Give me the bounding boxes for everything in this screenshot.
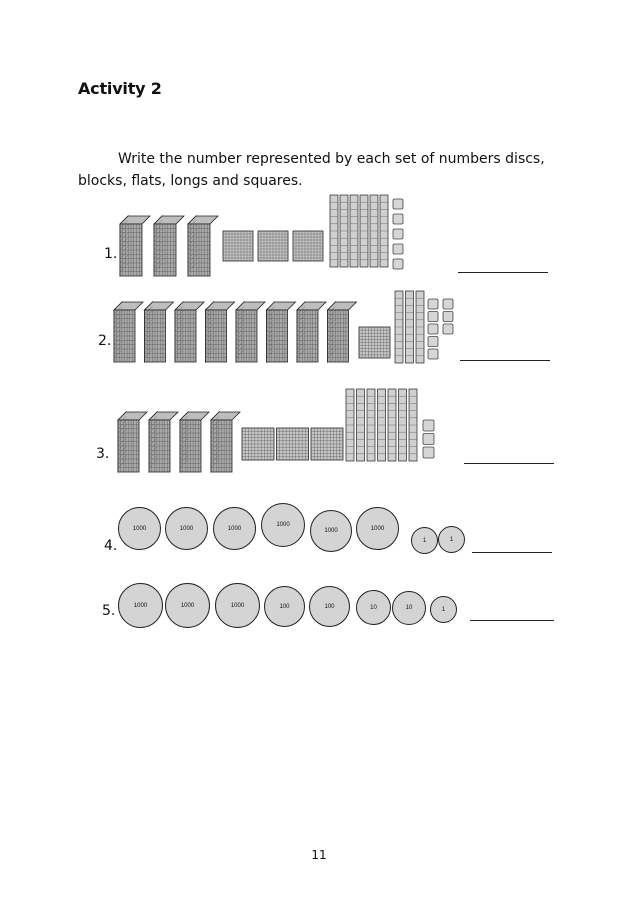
item-3-ten-long: [367, 389, 375, 461]
item-4-number: 4.: [104, 538, 118, 554]
item-2-one-square: [428, 312, 438, 322]
item-3-one-square: [423, 434, 434, 445]
item-1-one-square: [393, 214, 403, 224]
item-3-hundred-flat: [311, 428, 343, 460]
item-1-one-square: [393, 199, 403, 209]
activity-title: Activity 2: [78, 79, 162, 98]
item-1-ten-long: [350, 195, 358, 267]
item-1-ten-long: [330, 195, 338, 267]
item-1-thousand-block: [120, 216, 150, 276]
item-1-one-square: [393, 259, 403, 269]
item-2-thousand-block: [328, 302, 357, 362]
item-3-ten-long: [346, 389, 354, 461]
item-1-thousand-block: [188, 216, 218, 276]
item-4-disc-1: 1: [438, 526, 465, 553]
item-3-ten-long: [357, 389, 365, 461]
item-2-thousand-block: [114, 302, 143, 362]
item-2-hundred-flat: [359, 327, 390, 358]
item-3-hundred-flat: [242, 428, 274, 460]
item-3-thousand-block: [149, 412, 178, 472]
item-2-ten-long: [406, 291, 414, 363]
item-1-ten-long: [380, 195, 388, 267]
item-4-disc-1000: 1000: [118, 507, 161, 550]
item-4-disc-1: 1: [411, 527, 438, 554]
item-1-hundred-flat: [293, 231, 323, 261]
item-5-disc-100: 100: [309, 586, 350, 627]
item-1-hundred-flat: [223, 231, 253, 261]
item-5-number: 5.: [102, 603, 116, 619]
item-1-hundred-flat: [258, 231, 288, 261]
item-1-one-square: [393, 244, 403, 254]
item-2-one-square: [443, 312, 453, 322]
item-2-thousand-block: [297, 302, 326, 362]
item-1-ten-long: [370, 195, 378, 267]
item-5-disc-10: 10: [356, 590, 391, 625]
item-1-ten-long: [360, 195, 368, 267]
item-2-one-square: [428, 349, 438, 359]
item-5-disc-1000: 1000: [215, 583, 260, 628]
item-2-ten-long: [416, 291, 424, 363]
item-2-number: 2.: [98, 333, 112, 349]
item-2-one-square: [428, 299, 438, 309]
item-5-disc-10: 10: [392, 591, 426, 625]
item-4-disc-1000: 1000: [261, 503, 305, 547]
item-3-one-square: [423, 420, 434, 431]
instructions-text: Write the number represented by each set of numbers discs, blocks, flats, longs and squares.: [78, 151, 545, 189]
item-3-ten-long: [399, 389, 407, 461]
item-4-disc-1000: 1000: [165, 507, 208, 550]
item-3-hundred-flat: [277, 428, 309, 460]
item-3-thousand-block: [118, 412, 147, 472]
item-4-disc-1000: 1000: [213, 507, 256, 550]
item-3-one-square: [423, 447, 434, 458]
item-4-disc-1000: 1000: [356, 507, 399, 550]
item-2-one-square: [428, 324, 438, 334]
item-3-ten-long: [388, 389, 396, 461]
item-2-one-square: [443, 324, 453, 334]
item-3-number: 3.: [96, 446, 110, 462]
item-5-disc-1000: 1000: [118, 583, 163, 628]
item-4-disc-1000: 1000: [310, 510, 352, 552]
item-5-disc-1: 1: [430, 596, 457, 623]
item-1-one-square: [393, 229, 403, 239]
item-2-thousand-block: [206, 302, 235, 362]
item-2-one-square: [428, 337, 438, 347]
item-2-thousand-block: [145, 302, 174, 362]
page-number: 11: [311, 848, 327, 862]
item-5-disc-100: 100: [264, 586, 305, 627]
item-2-thousand-block: [267, 302, 296, 362]
item-3-thousand-block: [211, 412, 240, 472]
item-2-ten-long: [395, 291, 403, 363]
item-2-thousand-block: [175, 302, 204, 362]
item-2-one-square: [443, 299, 453, 309]
item-3-ten-long: [409, 389, 417, 461]
item-3-thousand-block: [180, 412, 209, 472]
item-5-disc-1000: 1000: [165, 583, 210, 628]
item-3-ten-long: [378, 389, 386, 461]
item-1-number: 1.: [104, 246, 118, 262]
item-1-ten-long: [340, 195, 348, 267]
item-1-thousand-block: [154, 216, 184, 276]
item-2-thousand-block: [236, 302, 265, 362]
